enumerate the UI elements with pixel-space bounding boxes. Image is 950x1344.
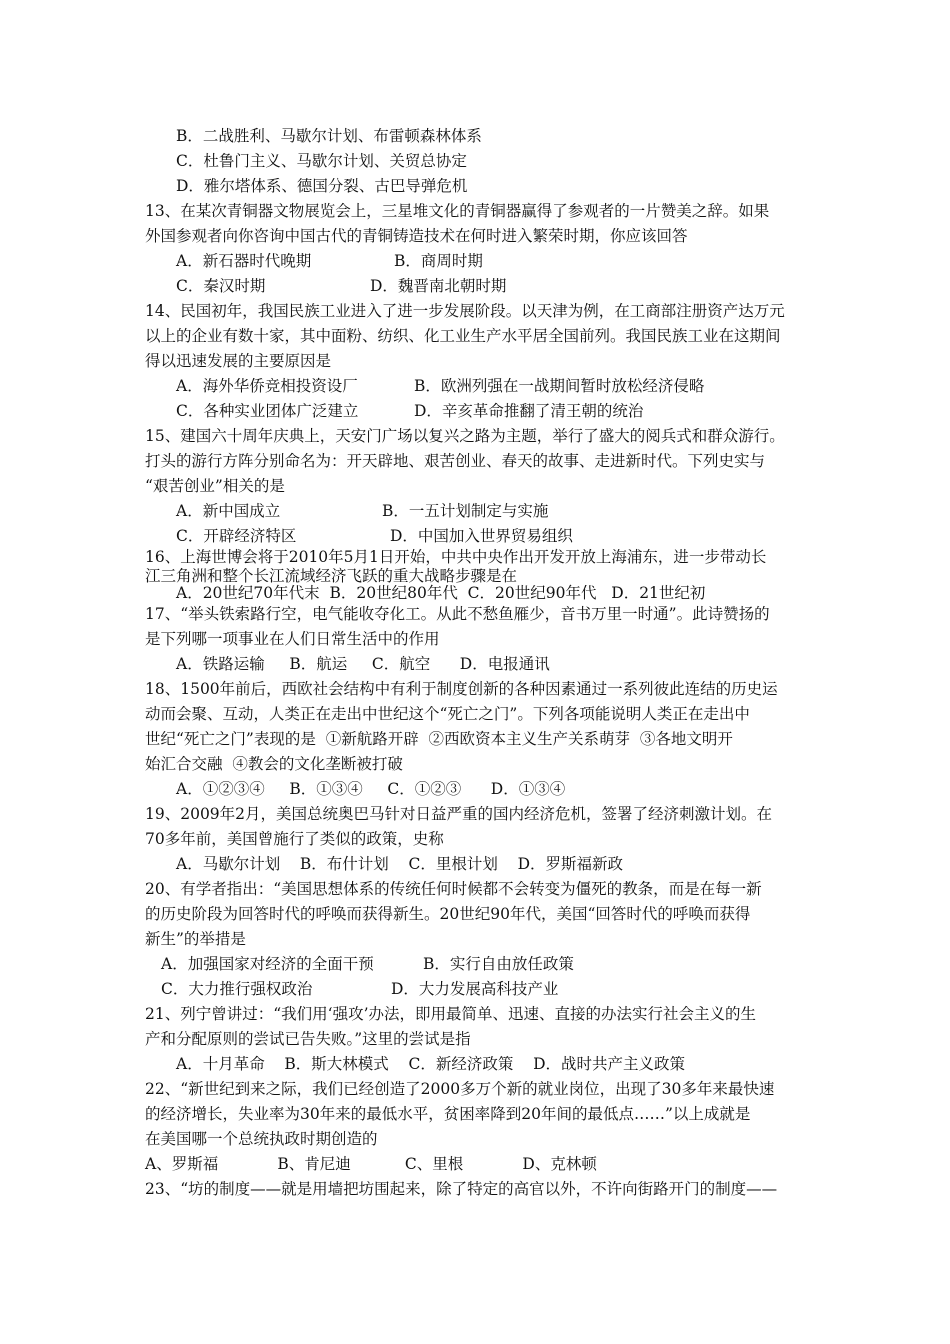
q15-stem-line1: 15、建国六十周年庆典上，天安门广场以复兴之路为主题，举行了盛大的阅兵式和群众游行。 — [145, 427, 785, 445]
q14-stem-line3: 得以迅速发展的主要原因是 — [145, 352, 332, 370]
q20-option-c: C．大力推行强权政治 — [161, 980, 313, 998]
q13-options-cd — [176, 274, 846, 299]
q14-stem-line1: 14、民国初年，我国民族工业进入了进一步发展阶段。以天津为例，在工商部注册资产达万元 — [145, 302, 785, 320]
q18-options: A．①②③④ B．①③④ C．①②③ D．①③④ — [176, 780, 566, 798]
q14-option-d: D．辛亥革命推翻了清王朝的统治 — [414, 402, 644, 420]
q13-stem-line2: 外国参观者向你咨询中国古代的青铜铸造技术在何时进入繁荣时期，你应该回答 — [145, 227, 688, 245]
q14-options-cd — [176, 399, 846, 424]
q18-stem-line4: 始汇合交融 ④教会的文化垄断被打破 — [145, 755, 403, 773]
q16-stem-line1: 16、上海世博会将于2010年5月1日开始，中共中央作出开发开放上海浦东，进一步带动长 — [145, 548, 767, 566]
q20-option-b: B．实行自由放任政策 — [423, 955, 574, 973]
q17-options: A．铁路运输 B．航运 C．航空 D．电报通讯 — [176, 655, 550, 673]
q21-options: A．十月革命 B．斯大林模式 C．新经济政策 D．战时共产主义政策 — [176, 1055, 685, 1073]
q20-option-a: A．加强国家对经济的全面干预 — [161, 955, 374, 973]
q20-stem-line2: 的历史阶段为回答时代的呼唤而获得新生。20世纪90年代，美国“回答时代的呼唤而获得 — [145, 905, 751, 923]
q14-options-ab — [176, 374, 846, 399]
q13-option-d: D．魏晋南北朝时期 — [370, 277, 507, 295]
q14-option-a: A．海外华侨竞相投资设厂 — [176, 377, 358, 395]
q15-stem-line3: “艰苦创业”相关的是 — [145, 477, 285, 495]
q19-stem-line1: 19、2009年2月，美国总统奥巴马针对日益严重的国内经济危机，签署了经济刺激计划。在 — [145, 805, 773, 823]
q16-stem-line2: 江三角洲和整个长江流域经济飞跃的重大战略步骤是在 — [145, 567, 518, 585]
q20-stem-line1: 20、有学者指出：“美国思想体系的传统任何时候都不会转变为僵死的教条，而是在每一新 — [145, 880, 762, 898]
q22-stem-line3: 在美国哪一个总统执政时期创造的 — [145, 1130, 378, 1148]
q20-option-d: D．大力发展高科技产业 — [391, 980, 559, 998]
q21-stem-line1: 21、列宁曾讲过：“我们用‘强攻’办法，即用最简单、迅速、直接的办法实行社会主义的生 — [145, 1005, 757, 1023]
q15-stem-line2: 打头的游行方阵分别命名为：开天辟地、艰苦创业、春天的故事、走进新时代。下列史实与 — [145, 452, 766, 470]
q13-options-ab — [176, 249, 846, 274]
q15-options-ab — [176, 499, 846, 524]
q18-stem-line1: 18、1500年前后，西欧社会结构中有利于制度创新的各种因素通过一系列彼此连结的历史运 — [145, 680, 778, 698]
q13-stem-line1: 13、在某次青铜器文物展览会上，三星堆文化的青铜器赢得了参观者的一片赞美之辞。如果 — [145, 202, 770, 220]
q20-options-ab — [161, 952, 831, 977]
q19-stem-line2: 70多年前，美国曾施行了类似的政策，史称 — [145, 830, 444, 848]
q14-stem-line2: 以上的企业有数十家，其中面粉、纺织、化工业生产水平居全国前列。我国民族工业在这期间 — [145, 327, 781, 345]
q13-option-b: B．商周时期 — [394, 252, 483, 270]
q12-option-d: D．雅尔塔体系、德国分裂、古巴导弹危机 — [176, 177, 468, 195]
q20-stem-line3: 新生”的举措是 — [145, 930, 246, 948]
q18-stem-line2: 动而会聚、互动，人类正在走出中世纪这个“死亡之门”。下列各项能说明人类正在走出中 — [145, 705, 750, 723]
q12-option-b: B．二战胜利、马歇尔计划、布雷顿森林体系 — [176, 127, 482, 145]
q19-options: A．马歇尔计划 B．布什计划 C．里根计划 D．罗斯福新政 — [176, 855, 623, 873]
q13-option-c: C．秦汉时期 — [176, 277, 266, 295]
q22-stem-line1: 22、“新世纪到来之际，我们已经创造了2000多万个新的就业岗位，出现了30多年来最快速 — [145, 1080, 775, 1098]
q18-stem-line3: 世纪“死亡之门”表现的是 ①新航路开辟 ②西欧资本主义生产关系萌芽 ③各地文明开 — [145, 730, 733, 748]
q15-option-a: A．新中国成立 — [176, 502, 281, 520]
q23-stem-line1: 23、“坊的制度——就是用墙把坊围起来，除了特定的高官以外，不许向街路开门的制度—— — [145, 1180, 778, 1198]
q15-option-d: D．中国加入世界贸易组织 — [390, 527, 573, 545]
q14-option-b: B．欧洲列强在一战期间暂时放松经济侵略 — [414, 377, 705, 395]
q17-stem-line1: 17、“举头铁索路行空，电气能收夺化工。从此不愁鱼雁少，音书万里一时通”。此诗赞扬的 — [145, 605, 770, 623]
q22-stem-line2: 的经济增长，失业率为30年来的最低水平，贫困率降到20年间的最低点……”以上成就是 — [145, 1105, 751, 1123]
q20-options-cd — [161, 977, 831, 1002]
q15-option-b: B．一五计划制定与实施 — [382, 502, 549, 520]
q13-option-a: A．新石器时代晚期 — [176, 252, 312, 270]
q14-option-c: C．各种实业团体广泛建立 — [176, 402, 359, 420]
q21-stem-line2: 产和分配原则的尝试已告失败。”这里的尝试是指 — [145, 1030, 471, 1048]
q12-option-c: C．杜鲁门主义、马歇尔计划、关贸总协定 — [176, 152, 467, 170]
q15-option-c: C．开辟经济特区 — [176, 527, 297, 545]
q17-stem-line2: 是下列哪一项事业在人们日常生活中的作用 — [145, 630, 440, 648]
q16-options: A．20世纪70年代末 B．20世纪80年代 C．20世纪90年代 D．21世纪初 — [176, 584, 706, 602]
q15-options-cd — [176, 524, 846, 549]
q22-options: A、罗斯福 B、肯尼迪 C、里根 D、克林顿 — [145, 1155, 597, 1173]
